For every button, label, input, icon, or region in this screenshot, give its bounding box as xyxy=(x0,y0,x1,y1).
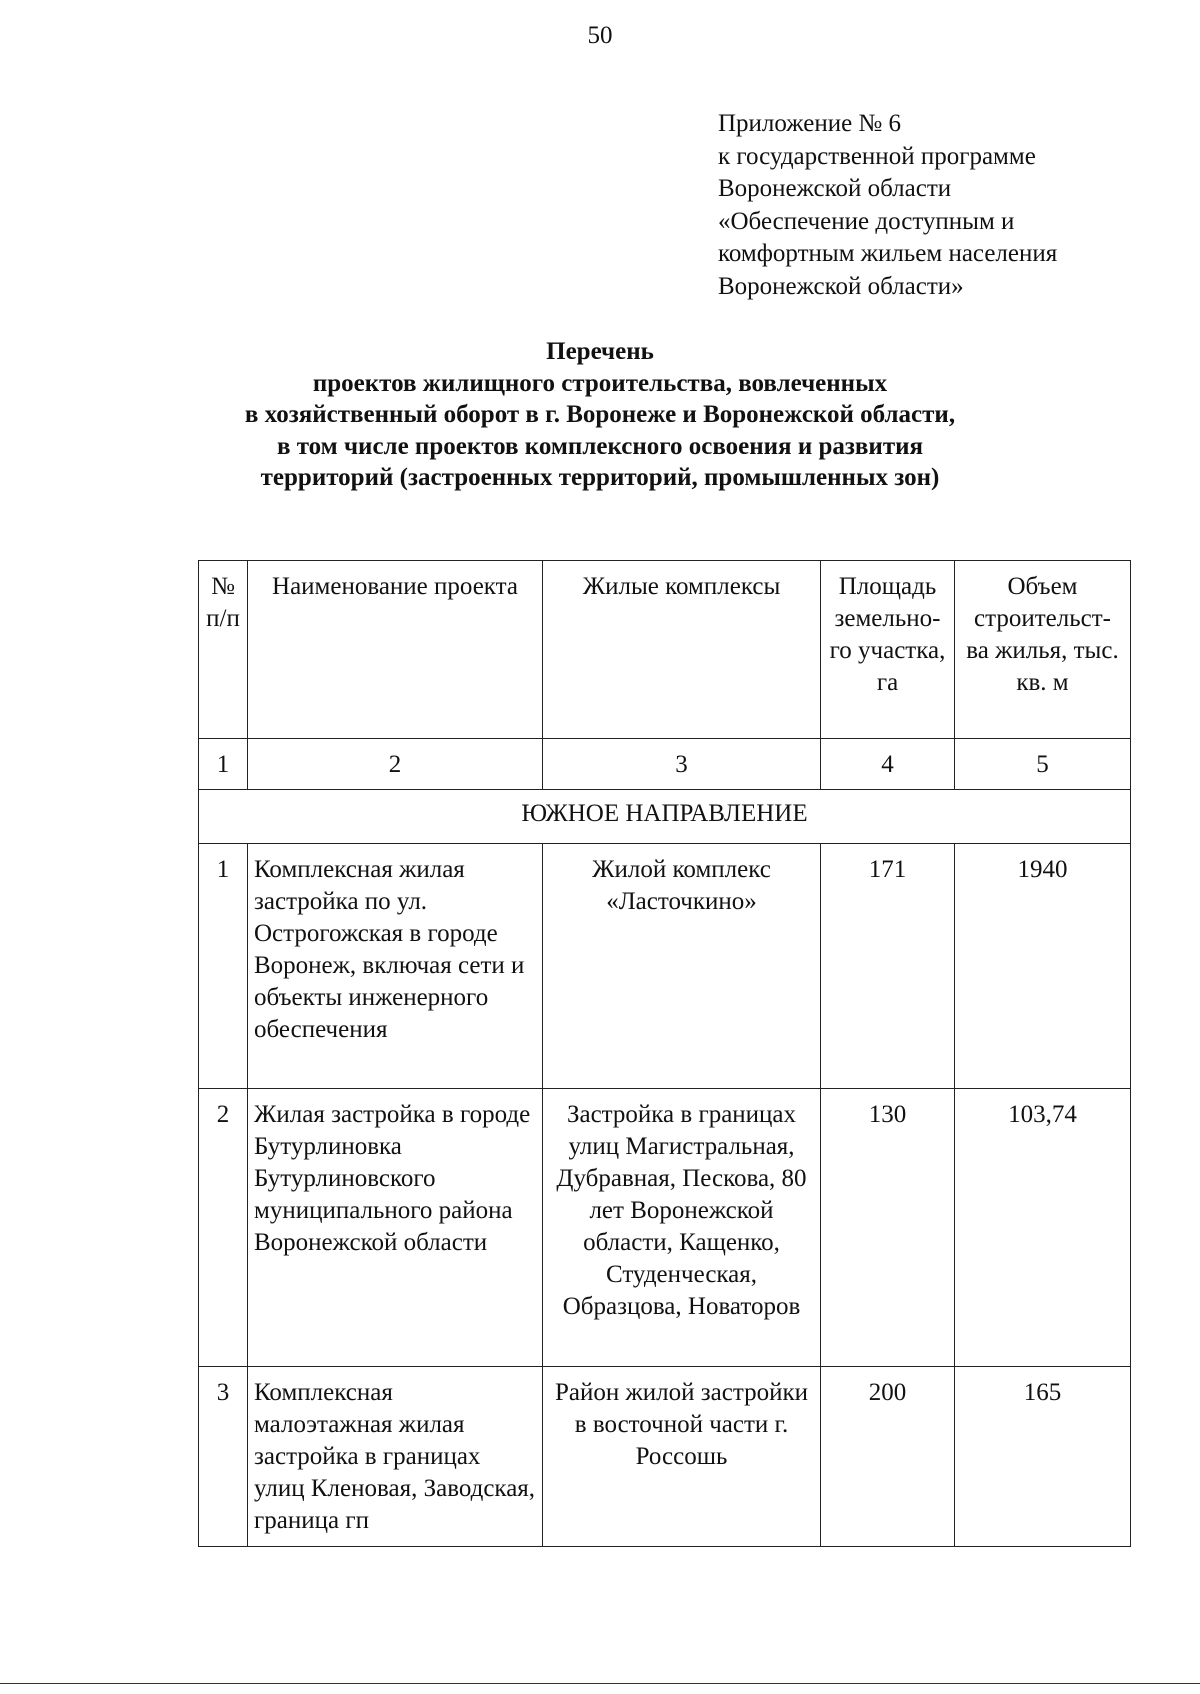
project-name: Жилая застройка в городе Бутурлиновка Бутурлиновского муниципального района Воронежской области xyxy=(248,1089,543,1367)
header-project-name: Наименование проекта xyxy=(248,561,543,739)
table-row xyxy=(199,844,1131,1089)
appendix-line: Воронежской области xyxy=(718,175,952,202)
document-title xyxy=(0,336,1200,494)
header-land-area: Площадь земельно- го участка, га xyxy=(821,561,955,739)
projects-table xyxy=(198,560,1131,1547)
table-row xyxy=(199,1367,1131,1547)
appendix-line: Приложение № 6 xyxy=(718,110,902,137)
title-line: в хозяйственный оборот в г. Воронеже и Воронежской области, xyxy=(244,401,956,428)
housing-volume: 1940 xyxy=(955,844,1131,1089)
column-number: 4 xyxy=(821,739,955,790)
column-number: 1 xyxy=(199,739,248,790)
page-number: 50 xyxy=(587,22,613,49)
bottom-divider xyxy=(0,1683,1200,1684)
housing-volume: 165 xyxy=(955,1367,1131,1547)
appendix-line: Воронежской области» xyxy=(718,272,964,300)
housing-volume: 103,74 xyxy=(955,1089,1131,1367)
row-number: 1 xyxy=(199,844,248,1089)
appendix-line: комфортным жильем населения xyxy=(718,240,1058,267)
title-line: в том числе проектов комплексного освоения и развития xyxy=(276,432,924,460)
column-number-row xyxy=(199,739,1131,790)
column-number: 2 xyxy=(248,739,543,790)
header-housing-volume: Объем строительст- ва жилья, тыс. кв. м xyxy=(955,561,1131,739)
project-name: Комплексная малоэтажная жилая застройка в границах улиц Кленовая, Заводская, граница гп xyxy=(248,1367,543,1547)
section-heading: ЮЖНОЕ НАПРАВЛЕНИЕ xyxy=(199,790,1131,844)
land-area: 171 xyxy=(821,844,955,1089)
table-header-row xyxy=(199,561,1131,739)
title-line: Перечень xyxy=(546,338,654,365)
land-area: 200 xyxy=(821,1367,955,1547)
project-name: Комплексная жилая застройка по ул. Острогожская в городе Воронеж, включая сети и объекты инженерного обеспечения xyxy=(248,844,543,1089)
column-number: 5 xyxy=(955,739,1131,790)
row-number: 2 xyxy=(199,1089,248,1367)
title-line: территорий (застроенных территорий, промышленных зон) xyxy=(260,464,940,491)
land-area: 130 xyxy=(821,1089,955,1367)
section-row xyxy=(199,790,1131,844)
appendix-line: «Обеспечение доступным и xyxy=(718,207,1015,235)
column-number: 3 xyxy=(543,739,821,790)
row-number: 3 xyxy=(199,1367,248,1547)
appendix-header xyxy=(718,108,1178,303)
title-line: проектов жилищного строительства, вовлеченных xyxy=(312,369,888,397)
residential-complexes: Застройка в границах улиц Магистральная, Дубравная, Пескова, 80 лет Воронежской области, Кащенко, Студенческая, Образцова, Новаторов xyxy=(543,1089,821,1367)
table-row xyxy=(199,1089,1131,1367)
appendix-line: к государственной программе xyxy=(718,142,1036,170)
header-residential-complexes: Жилые комплексы xyxy=(543,561,821,739)
residential-complexes: Район жилой застройки в восточной части г. Россошь xyxy=(543,1367,821,1547)
header-number: № п/п xyxy=(199,561,248,739)
residential-complexes: Жилой комплекс «Ласточкино» xyxy=(543,844,821,1089)
